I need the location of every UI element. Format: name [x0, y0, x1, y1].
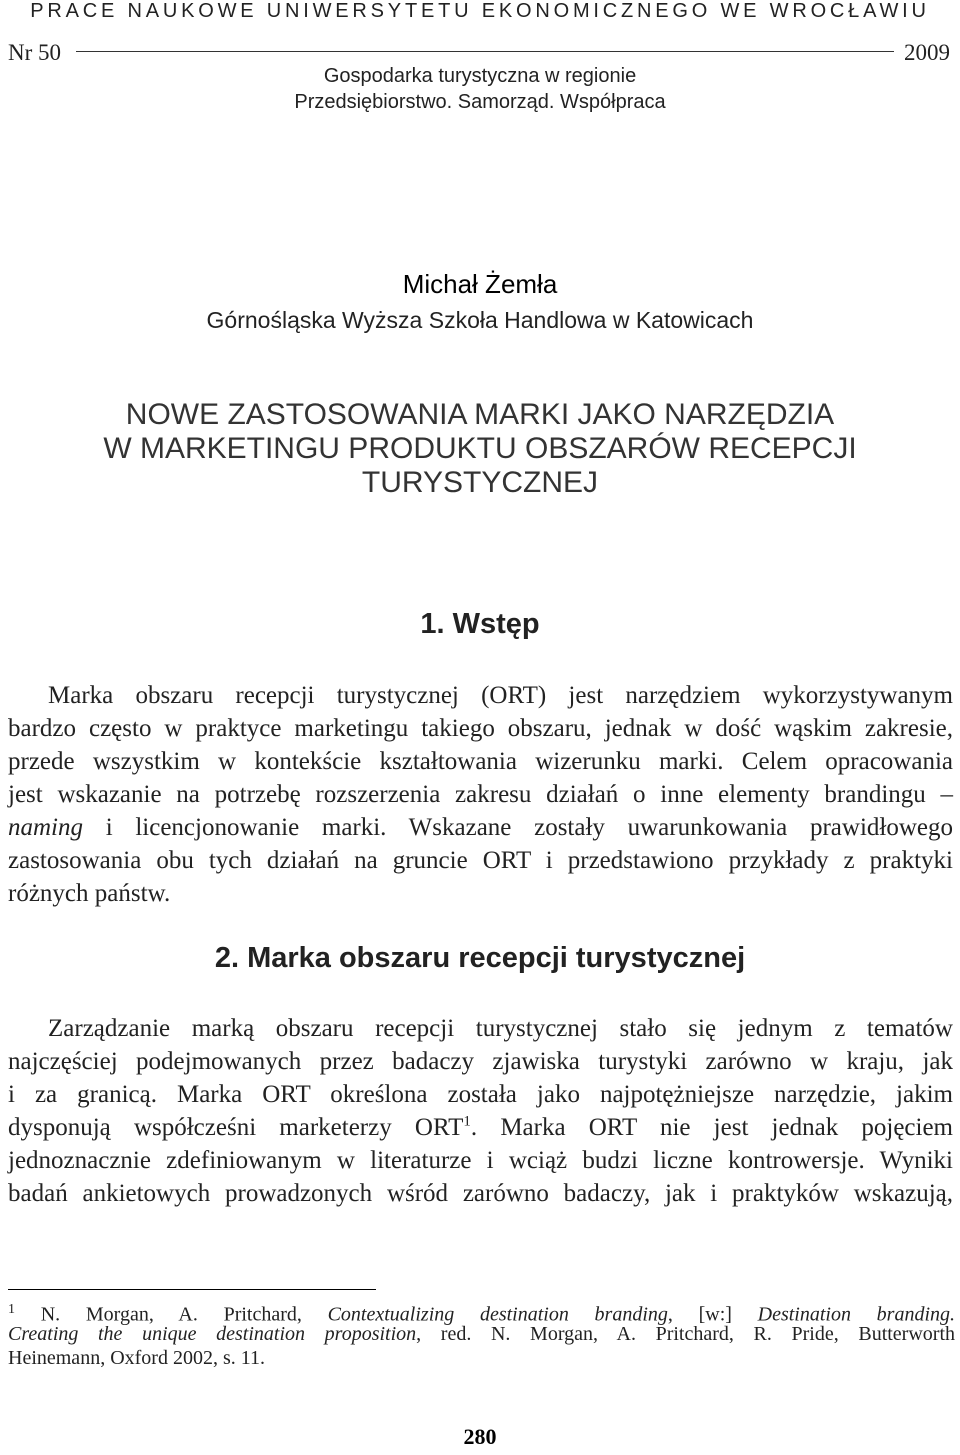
paragraph-line: badań ankietowych prowadzonych wśród zarówno badaczy, jak i praktyków wskazują,	[8, 1180, 953, 1207]
paragraph-line: Zarządzanie marką obszaru recepcji turystycznej stało się jednym z tematów	[48, 1015, 953, 1042]
author-affiliation: Górnośląska Wyższa Szkoła Handlowa w Katowicach	[206, 307, 754, 333]
paragraph-line: jednoznacznie zdefiniowanym w literaturze i wciąż budzi liczne kontrowersje. Wyniki	[8, 1147, 953, 1174]
journal-series-title: PRACE NAUKOWE UNIWERSYTETU EKONOMICZNEGO WE WROCŁAWIU	[30, 0, 930, 22]
paragraph-line-text: i licencjonowanie marki. Wskazane zostały uwarunkowania prawidłowego	[105, 814, 953, 841]
footnote-reference: 1	[463, 1113, 471, 1130]
header-rule	[76, 51, 894, 52]
article-title-line: NOWE ZASTOSOWANIA MARKI JAKO NARZĘDZIA	[125, 398, 835, 431]
article-title-line: TURYSTYCZNEJ	[361, 466, 599, 499]
footnote-line: Creating the unique destination proposition, red. N. Morgan, A. Pritchard, R. Pride, Butterworth	[8, 1323, 956, 1345]
footnote-separator	[8, 1289, 376, 1290]
paragraph-line: jest wskazanie na potrzebę rozszerzenia zakresu działań o inne elementy brandingu –	[8, 781, 953, 808]
paragraph-line: zastosowania obu tych działań na gruncie ORT i przedstawiono przykłady z praktyki	[8, 847, 953, 874]
volume-title: Gospodarka turystyczna w regionie	[323, 65, 637, 87]
paragraph-line	[8, 1111, 953, 1144]
paragraph-line: najczęściej podejmowanych przez badaczy zjawiska turystyki zarówno w kraju, jak	[8, 1048, 953, 1075]
section-heading-destination-brand: 2. Marka obszaru recepcji turystycznej	[214, 942, 746, 974]
paragraph-line: bardzo często w praktyce marketingu takiego obszaru, jednak w dość wąskim zakresie,	[8, 715, 953, 742]
paragraph-line-text: dysponują współcześni marketerzy ORT	[8, 1114, 464, 1141]
volume-subtitle: Przedsiębiorstwo. Samorząd. Współpraca	[294, 91, 666, 113]
footnote-line: Heinemann, Oxford 2002, s. 11.	[8, 1347, 265, 1369]
page-number: 280	[463, 1424, 497, 1449]
paragraph-line: przede wszystkim w kontekście kształtowania wizerunku marki. Celem opracowania	[8, 748, 953, 775]
italic-term: naming	[8, 814, 83, 841]
issue-number: Nr 50	[8, 40, 62, 65]
article-title-line: W MARKETINGU PRODUKTU OBSZARÓW RECEPCJI	[103, 432, 857, 465]
paragraph-line: Marka obszaru recepcji turystycznej (ORT) jest narzędziem wykorzystywanym	[48, 682, 953, 709]
paragraph-line: różnych państw.	[8, 880, 171, 907]
paragraph-line-text: . Marka ORT nie jest jednak pojęciem	[470, 1114, 953, 1141]
issue-year: 2009	[904, 40, 950, 65]
section-heading-introduction: 1. Wstęp	[420, 608, 540, 640]
paragraph-line: i za granicą. Marka ORT określona została jako najpotężniejsze narzędzie, jakim	[8, 1081, 953, 1108]
author-name: Michał Żemła	[402, 269, 558, 299]
footnote-line: $^1$ N. Morgan, A. Pritchard, Contextualizing destination branding, [w:] Destination branding.	[8, 1302, 955, 1326]
paragraph-line	[8, 811, 953, 844]
article-title	[0, 398, 960, 500]
footnote-marker: 1	[8, 1302, 15, 1317]
